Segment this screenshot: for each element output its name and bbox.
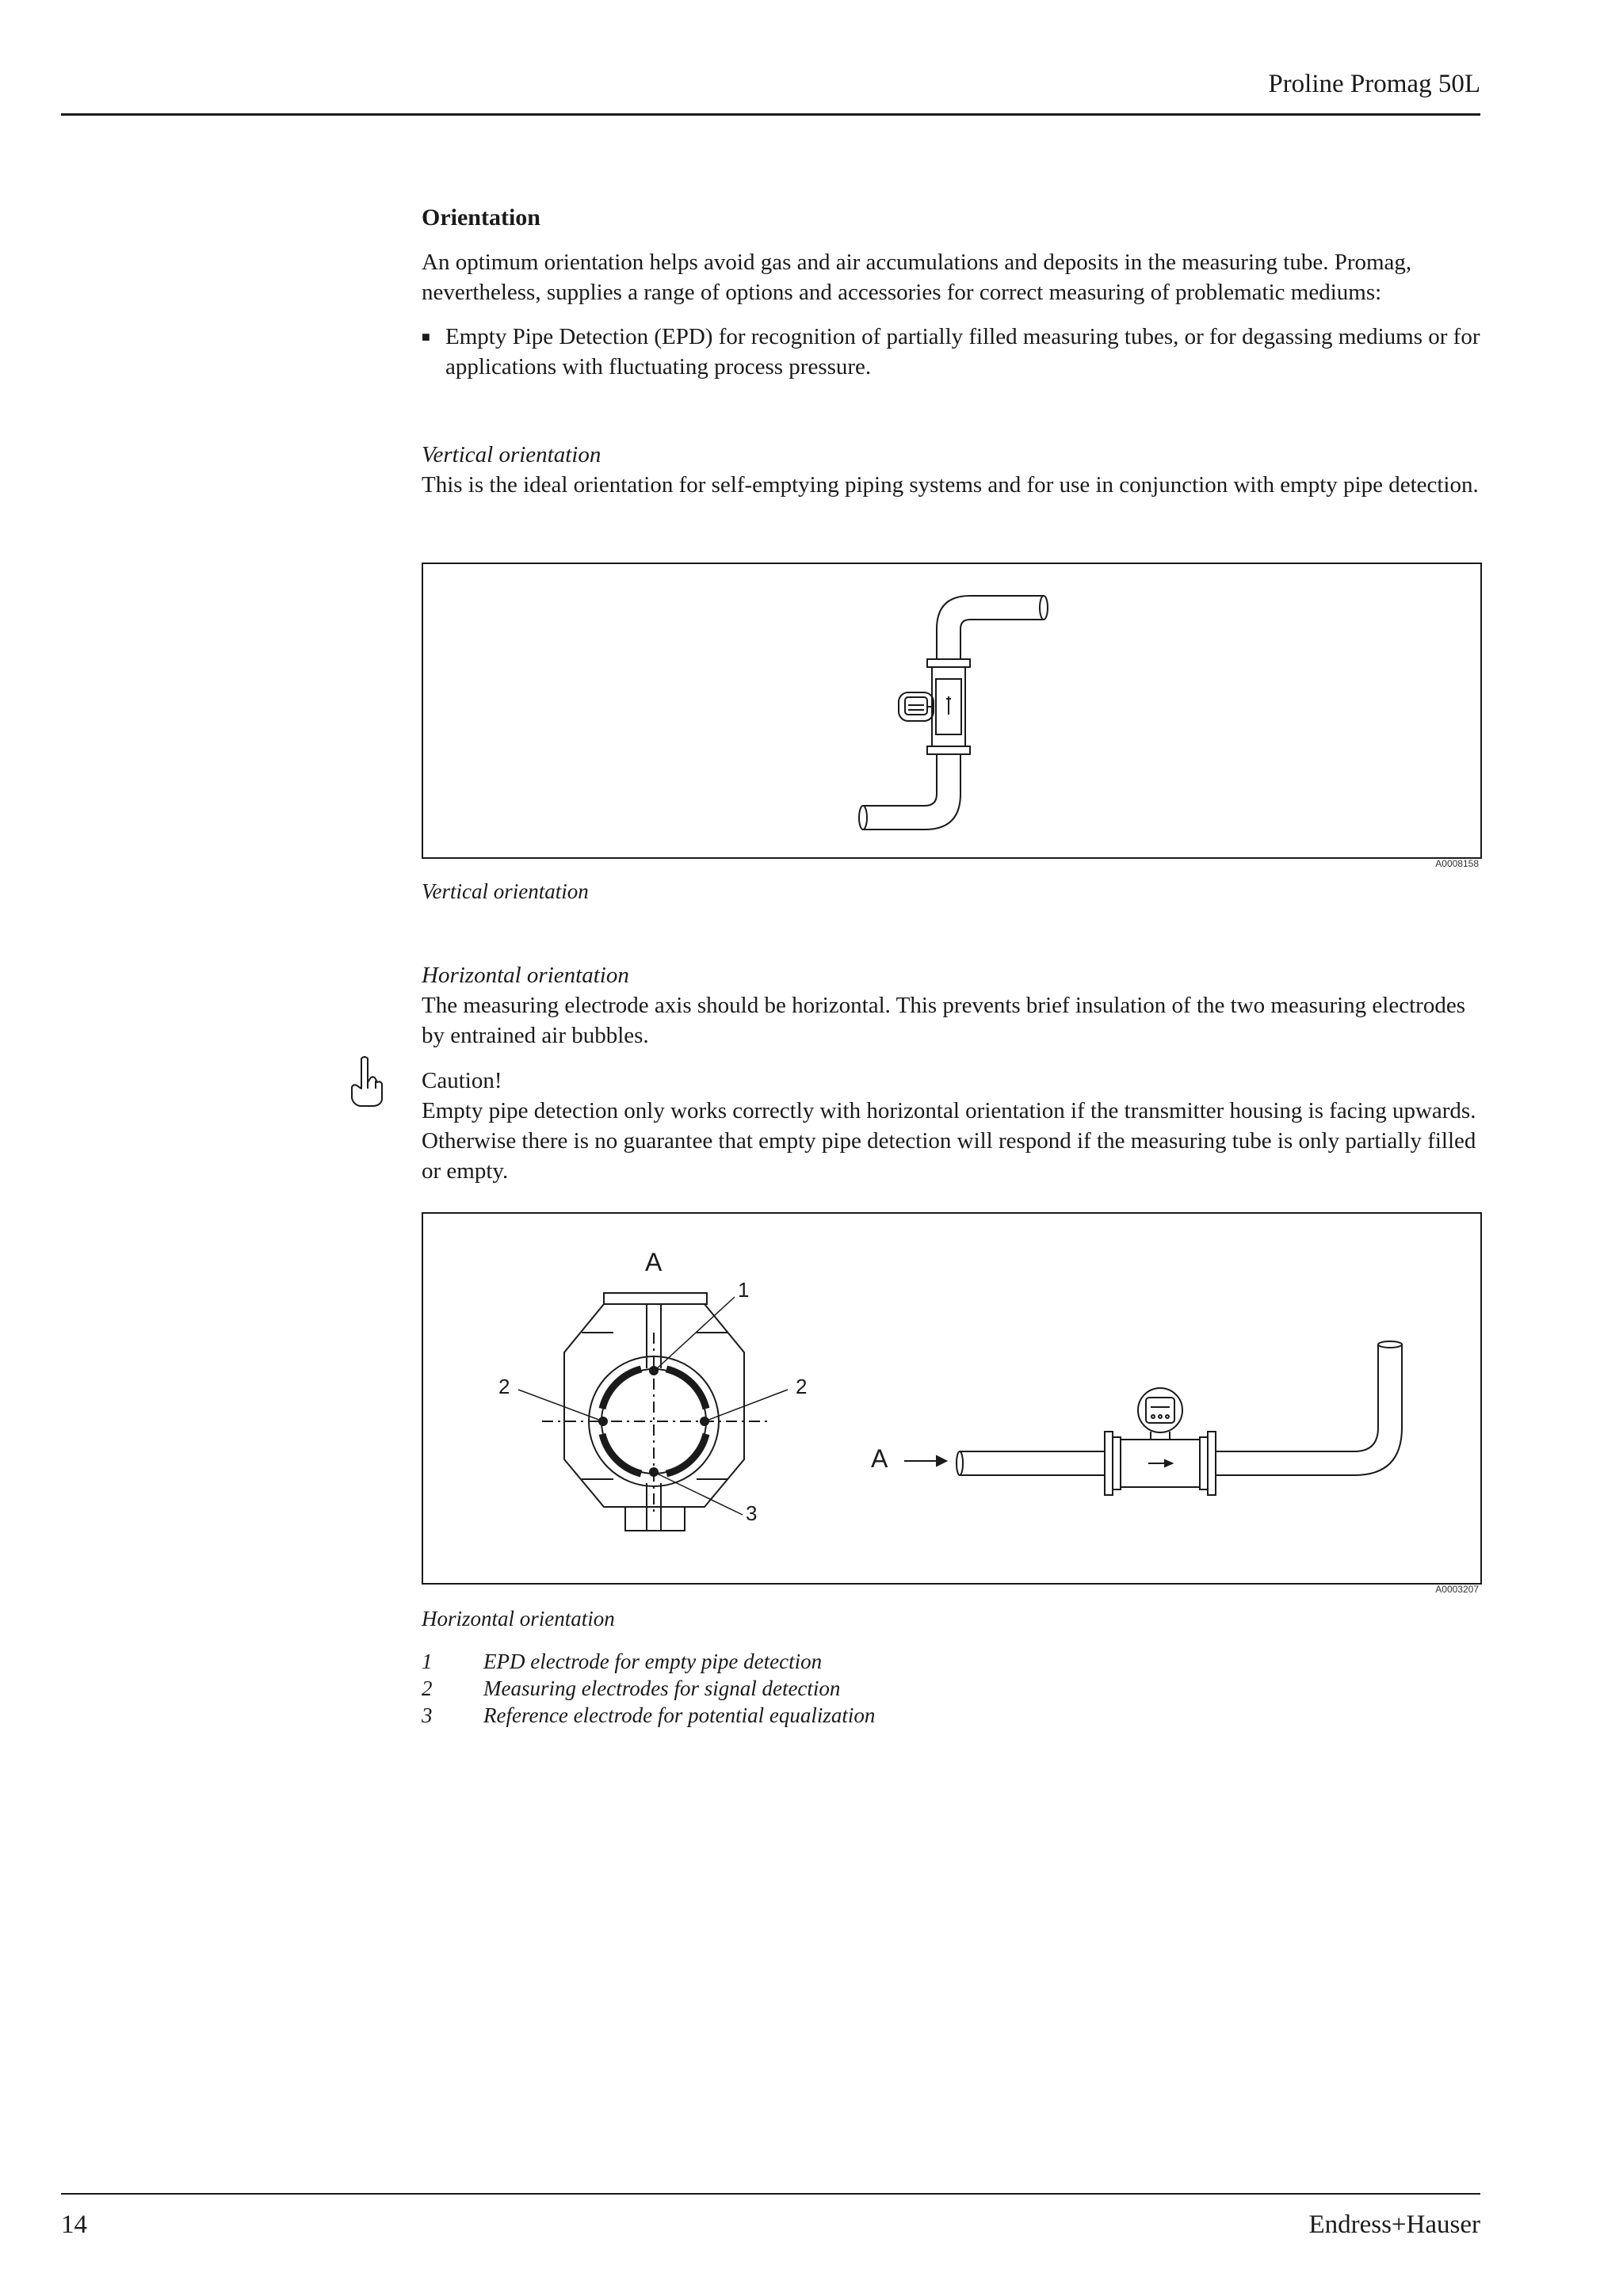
section-heading: Orientation <box>422 204 540 231</box>
epd-electrode <box>649 1366 659 1375</box>
horizontal-pipe-diagram <box>423 1214 1480 1583</box>
callout-1: 1 <box>738 1278 750 1302</box>
page-number: 14 <box>61 2210 87 2239</box>
callout-2-left: 2 <box>498 1375 510 1398</box>
vertical-orientation-figure <box>422 563 1482 859</box>
arrow-label-a: A <box>871 1444 888 1473</box>
footer-brand: Endress+Hauser <box>1308 2210 1480 2239</box>
legend-text: Reference electrode for potential equalization <box>483 1703 876 1727</box>
legend-text: Measuring electrodes for signal detection <box>483 1676 841 1700</box>
legend-item <box>422 1648 875 1675</box>
legend-item <box>422 1702 875 1729</box>
horizontal-subheading: Horizontal orientation <box>422 963 629 988</box>
legend-number: 1 <box>422 1650 433 1673</box>
list-item-text: Empty Pipe Detection (EPD) for recognition of partially filled measuring tubes, or for degassing mediums or for applications with fluctuating process pressure. <box>445 324 1480 379</box>
header-divider <box>61 113 1480 116</box>
caution-title: Caution! <box>422 1068 502 1093</box>
intro-paragraph: An optimum orientation helps avoid gas and air accumulations and deposits in the measuring tube. Promag, nevertheless, supplies a range of options and accessories for correct measuring of problematic mediums: <box>422 250 1412 305</box>
callout-2-right: 2 <box>796 1375 808 1398</box>
vertical-pipe-diagram <box>423 564 1480 857</box>
legend-item <box>422 1675 875 1702</box>
side-view-pipeline <box>904 1341 1402 1495</box>
running-header-title: Proline Promag 50L <box>1268 70 1480 98</box>
figure-code: A0003207 <box>1435 1584 1479 1595</box>
vertical-subheading: Vertical orientation <box>422 442 601 467</box>
callout-3: 3 <box>746 1501 758 1525</box>
legend-text: EPD electrode for empty pipe detection <box>483 1650 823 1673</box>
figure-code: A0008158 <box>1435 858 1479 869</box>
vertical-figure-caption: Vertical orientation <box>422 879 589 903</box>
caution-text: Empty pipe detection only works correctly with horizontal orientation if the transmitter housing is facing upwards. Otherwise there is no guarantee that empty pipe detection will respond if the measuring tube is only partially filled or empty. <box>422 1098 1476 1184</box>
pointing-hand-icon <box>347 1054 385 1109</box>
list-item <box>422 322 1482 382</box>
view-label-a: A <box>645 1248 663 1276</box>
legend-number: 3 <box>422 1703 433 1727</box>
horizontal-figure-caption: Horizontal orientation <box>422 1607 615 1630</box>
horizontal-text: The measuring electrode axis should be horizontal. This prevents brief insulation of the two measuring electrodes by entrained air bubbles. <box>422 993 1465 1048</box>
footer-divider <box>61 2193 1480 2195</box>
horizontal-orientation-figure <box>422 1212 1482 1585</box>
bullet-list <box>422 322 1482 382</box>
figure-legend <box>422 1648 875 1729</box>
vertical-text: This is the ideal orientation for self-emptying piping systems and for use in conjunction with empty pipe detection. <box>422 472 1479 498</box>
legend-number: 2 <box>422 1676 433 1700</box>
bullet-square-icon: ■ <box>422 329 430 345</box>
